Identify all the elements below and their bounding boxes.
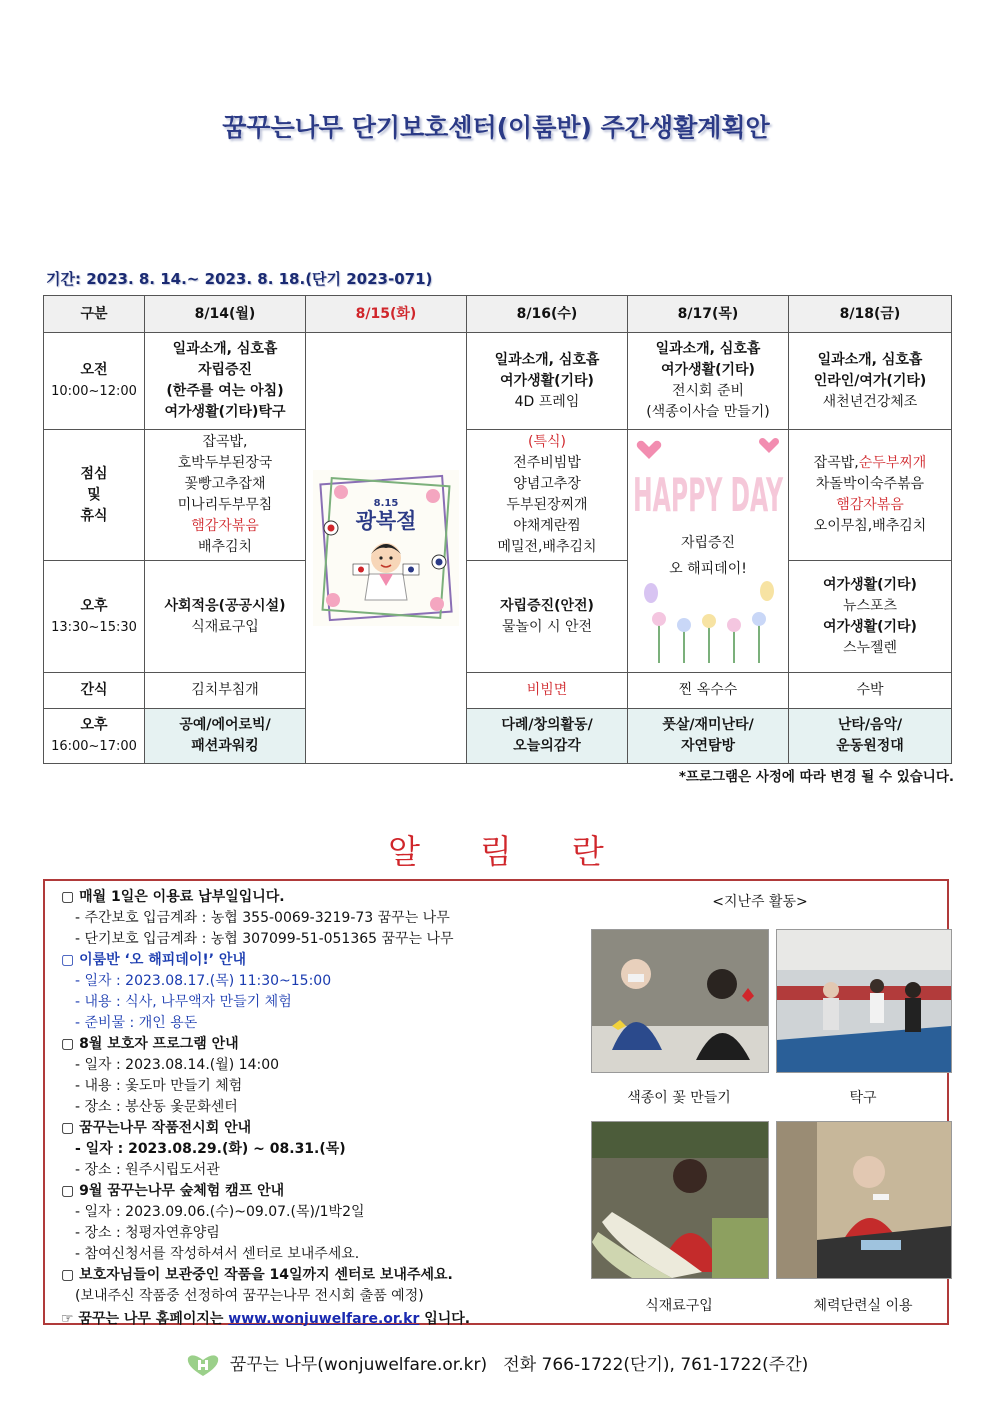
row-label-lunch: 점심 및 휴식 [44,430,145,561]
table-row [44,561,952,673]
header-tue: 8/15(화) [306,296,467,333]
notice-item: - 일자 : 2023.08.14.(월) 14:00 [75,1057,280,1073]
header-mon: 8/14(월) [145,296,306,333]
happy-day-line1: 자립증진 [680,535,736,551]
snack-fri: 수박 [789,673,952,709]
photo-grocery [591,1121,769,1279]
homepage-link[interactable]: www.wonjuwelfare.or.kr [228,1311,420,1327]
footer [0,1350,992,1378]
notice-item: - 내용 : 식사, 나무액자 만들기 체험 [75,994,292,1010]
happy-day-cell [628,430,789,673]
notice-item: - 주간보호 입금계좌 : 농협 355-0069-3219-73 꿈꾸는 나무 [75,910,450,926]
morning-mon: 일과소개, 심호흡 자립증진 (한주를 여는 아침) 여가생활(기타)탁구 [145,333,306,430]
notice-heading: 알림란 [388,832,664,871]
table-row [44,709,952,764]
photo-paper-flower [591,929,769,1073]
footer-contact: 꿈꾸는 나무(wonjuwelfare.or.kr) 전화 766-1722(단기), 761-1722(주간) [229,1355,809,1375]
notice-item: - 일자 : 2023.08.17.(목) 11:30~15:00 [75,973,332,989]
happy-day-art: HAPPY DAY [633,468,784,522]
gallery-heading: <지난주 활동> [712,894,808,910]
notice-item: ▢ 매월 1일은 이용료 납부일입니다. [61,889,285,905]
notice-item: - 참여신청서를 작성하셔서 센터로 보내주세요. [75,1246,360,1262]
morning-fri: 일과소개, 심호흡 인라인/여가(기타) 새천년건강체조 [789,333,952,430]
photo-caption: 식재료구입 [645,1298,713,1314]
afternoon-wed: 자립증진(안전) 물놀이 시 안전 [467,561,628,673]
photo-caption: 탁구 [849,1090,877,1106]
homepage-line: ☞ 꿈꾸는 나무 홈페이지는 www.wonjuwelfare.or.kr 입니다. [61,1311,471,1327]
lunch-wed: (특식) 전주비빔밥 양념고추장 두부된장찌개 야채계란찜 메밀전,배추김치 [467,430,628,561]
row-label-afternoon: 오후 13:30~15:30 [44,561,145,673]
header-category: 구분 [44,296,145,333]
notice-item: ▢ 보호자님들이 보관중인 작품을 14일까지 센터로 보내주세요. [61,1267,453,1283]
table-header-row [44,296,952,333]
happy-day-illustration [629,433,787,669]
lunch-mon: 잡곡밥, 호박두부된장국 꽃빵고추잡채 미나리두부무침 햄감자볶음 배추김치 [145,430,306,561]
notice-item: ▢ 9월 꿈꾸는나무 숲체험 캠프 안내 [61,1183,285,1199]
notice-list [61,887,601,1330]
header-wed: 8/16(수) [467,296,628,333]
holiday-cell [306,333,467,764]
center-logo-icon [184,1352,222,1378]
schedule-period: 기간: 2023. 8. 14.~ 2023. 8. 18.(단기 2023-071) [46,270,433,288]
snack-wed: 비빔면 [467,673,628,709]
photo-gym [776,1121,952,1279]
row-label-late: 오후 16:00~17:00 [44,709,145,764]
photo-caption: 체력단련실 이용 [813,1298,913,1314]
schedule-note: *프로그램은 사정에 따라 변경 될 수 있습니다. [678,769,954,785]
row-label-snack: 간식 [44,673,145,709]
notice-item: - 내용 : 옻도마 만들기 체험 [75,1078,243,1094]
notice-item: ▢ 8월 보호자 프로그램 안내 [61,1036,239,1052]
late-wed: 다례/창의활동/ 오늘의감각 [467,709,628,764]
weekly-schedule-table [43,295,952,764]
notice-item: - 준비물 : 개인 용돈 [75,1015,198,1031]
table-row [44,673,952,709]
notice-item: - 장소 : 원주시립도서관 [75,1162,220,1178]
table-row [44,333,952,430]
snack-thu: 찐 옥수수 [628,673,789,709]
happy-day-line2: 오 해피데이! [669,561,747,577]
page-title: 꿈꾸는나무 단기보호센터(이룸반) 주간생활계획안 [222,113,770,142]
afternoon-fri: 여가생활(기타) 뉴스포츠 여가생활(기타) 스누젤렌 [789,561,952,673]
table-row [44,430,952,561]
snack-mon: 김치부침개 [145,673,306,709]
notice-box [43,879,949,1325]
notice-item: - 단기보호 입금계좌 : 농협 307099-51-051365 꿈꾸는 나무 [75,931,454,947]
photo-caption: 색종이 꽃 만들기 [627,1090,731,1106]
notice-item: - 일자 : 2023.09.06.(수)~09.07.(목)/1박2일 [75,1204,365,1220]
header-fri: 8/18(금) [789,296,952,333]
holiday-name: 광복절 [355,509,417,533]
afternoon-mon: 사회적응(공공시설) 식재료구입 [145,561,306,673]
photo-ping-pong [776,929,952,1073]
notice-item: ▢ 이룸반 ‘오 해피데이!’ 안내 [61,952,246,968]
late-mon: 공예/에어로빅/ 패션과워킹 [145,709,306,764]
notice-item: - 일자 : 2023.08.29.(화) ~ 08.31.(목) [75,1141,346,1157]
row-label-morning: 오전 10:00~12:00 [44,333,145,430]
morning-thu: 일과소개, 심호흡 여가생활(기타) 전시회 준비 (색종이사슬 만들기) [628,333,789,430]
holiday-date: 8.15 [373,498,399,509]
notice-item: ▢ 꿈꾸는나무 작품전시회 안내 [61,1120,252,1136]
liberation-day-illustration [311,468,461,628]
morning-wed: 일과소개, 심호흡 여가생활(기타) 4D 프레임 [467,333,628,430]
late-fri: 난타/음악/ 운동원정대 [789,709,952,764]
late-thu: 풋살/재미난타/ 자연탐방 [628,709,789,764]
header-thu: 8/17(목) [628,296,789,333]
notice-item: (보내주신 작품중 선정하여 꿈꾸는나무 전시회 출품 예정) [75,1288,424,1304]
notice-item: - 장소 : 청평자연휴양림 [75,1225,220,1241]
notice-item: - 장소 : 봉산동 옻문화센터 [75,1099,238,1115]
lunch-fri: 잡곡밥,순두부찌개 차돌박이숙주볶음 햄감자볶음 오이무침,배추김치 [789,430,952,561]
